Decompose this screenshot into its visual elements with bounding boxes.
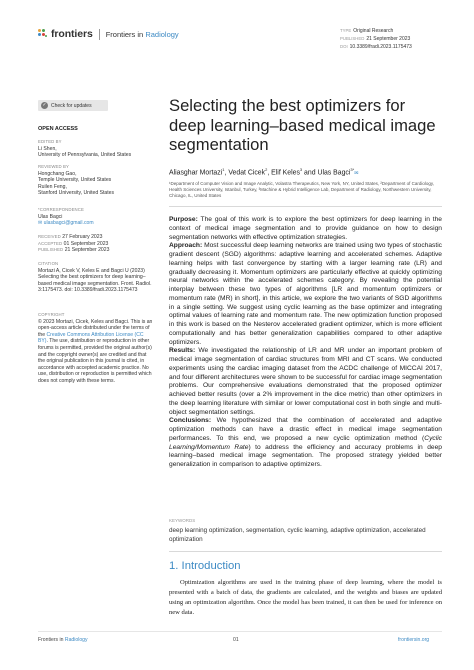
- correspondence-email-link[interactable]: ✉ ulasbagci@gmail.com: [38, 220, 94, 227]
- dates-block: RECEIVED 27 February 2023 ACCEPTED 01 September 2023 PUBLISHED 21 September 2023: [38, 234, 110, 254]
- author-name: Aliasghar Mortazi: [169, 169, 223, 177]
- abstract-approach: Approach: Most successful deep learning networks are trained using two types of stochastic gradient descent (SGD) algorithms: adaptive learning and accelerated schemes. Adaptive learning helps with fast convergence by starting with a larger learning rate (LR) and gradually decreasing it. Momentum optimizers are particularly effective at quickly optimizing neural networks within the accelerated schemes category. By revealing the potential interplay between these two types of algorithms [LR and momentum optimizers or momentum rate (MR) in short], in this article, we explore the two variants of SGD algorithms in a single setting. We suggest using cyclic learning as the base optimizer and integrating optimal values of learning rate and momentum rate. The new optimization function proposed in this work is based on the Nesterov accelerated gradient optimizer, which is more efficient computationally and has better generalization capabilities compared to other adaptive optimizers.: [169, 242, 442, 346]
- citation-text: Mortazi A, Cicek V, Keles E and Bagci U (2023) Selecting the best optimizers for deep learning–based medical image segmentation. Front. Radiol. 3:1175473. doi: 10.3389/fradi.2023.1175473: [38, 267, 152, 294]
- section-heading-introduction: 1. Introduction: [169, 560, 241, 572]
- footer-journal: Frontiers in Radiology: [38, 637, 88, 643]
- citation-block: CITATION Mortazi A, Cicek V, Keles E and Bagci U (2023) Selecting the best optimizers for deep learning–based medical image segmentation. Front. Radiol. 3:1175473. doi: 10.3389/fradi.2023.1175473: [38, 261, 152, 294]
- abstract-purpose: Purpose: The goal of this work is to explore the best optimizers for deep learning in the context of medical image segmentation and to provide guidance on how to design segmentation networks with effective optimization strategies.: [169, 216, 442, 241]
- article-meta: TYPE Original Research PUBLISHED 21 September 2023 DOI 10.3389/fradi.2023.1175473: [340, 28, 412, 50]
- correspondence-block: *CORRESPONDENCE Ulas Bagci ✉ ulasbagci@gmail.com: [38, 207, 153, 227]
- affiliations: ¹Department of Computer Vision and Image Analytic, Volastra Therapeutics, New York, NY, United States, ²Department of Cardiology, Health Sciences University, Istanbul, Turkey, ³Machine & Hybrid Intelligence Lab, Department of Radiology, Northwestern University, Chicago, IL, United States: [169, 181, 435, 198]
- check-updates-icon: ✓: [42, 102, 47, 108]
- author-list: Aliasghar Mortazi$^1$, Vedat Cicek$^2$, Elif Keles$^3$ and Ulas Bagci$^{3*}$✉: [169, 167, 359, 177]
- footer-divider: [38, 631, 442, 632]
- keywords: deep learning optimization, segmentation, cyclic learning, adaptive optimization, accelerated optimization: [169, 527, 426, 543]
- header-divider: [99, 29, 100, 40]
- frontiersin-link[interactable]: frontiersin.org: [398, 637, 430, 643]
- edited-by-block: EDITED BY Li Shen, University of Pennsylvania, United States: [38, 139, 132, 159]
- published-date: 21 September 2023: [366, 36, 411, 42]
- abstract: [169, 216, 442, 470]
- author-name: Vedat Cicek: [228, 169, 266, 177]
- article-title: Selecting the best optimizers for deep learning–based medical image segmentation: [169, 96, 436, 154]
- cc-by-license-link[interactable]: Creative Commons Attribution License (CC BY): [38, 331, 144, 345]
- page-number: 01: [233, 637, 239, 643]
- copyright-block: COPYRIGHT © 2023 Mortazi, Cicek, Keles and Bagci. This is an open-access article distributed under the terms of the Creative Commons Attribution License (CC BY). The use, distribution or reproduction in other forums is permitted, provided the original author(s) and the copyright owner(s) are credited and that the original publication in this journal is cited, in accordance with accepted academic practice. No use, distribution or reproduction is permitted which does not comply with these terms.: [38, 312, 153, 384]
- doi-link[interactable]: 10.3389/fradi.2023.1175473: [349, 44, 412, 50]
- abstract-conclusions: Conclusions: We hypothesized that the combination of accelerated and adaptive optimization methods can have a drastic effect in medical image segmentation performances. To this end, we proposed a new cyclic optimization method (Cyclic Learning/Momentum Rate) to address the efficiency and accuracy problems in deep learning–based medical image segmentation. The proposed strategy yielded better generalization in comparison to adaptive optimizers.: [169, 417, 442, 468]
- divider: [169, 551, 442, 552]
- reviewed-by-block: REVIEWED BY Hongchang Gao, Temple University, United States Ruilen Feng, Stanford University, United States: [38, 164, 115, 197]
- open-access-label: OPEN ACCESS: [38, 126, 78, 132]
- frontiers-logo-icon: [38, 29, 48, 39]
- author-name: Ulas Bagci: [317, 169, 351, 177]
- journal-name[interactable]: Frontiers in Radiology: [105, 29, 179, 39]
- article-type: Original Research: [353, 28, 394, 34]
- check-for-updates-button[interactable]: ✓ Check for updates: [38, 100, 108, 111]
- divider: [169, 206, 442, 207]
- journal-header: [38, 26, 179, 42]
- abstract-results: Results: We investigated the relationship of LR and MR under an important problem of medical image segmentation of cardiac structures from MRI and CT scans. We conducted experiments using the cardiac imaging dataset from the ACDC challenge of MICCAI 2017, and four different architectures were shown to be successful for cardiac image segmentation problems. Our comprehensive evaluations demonstrated that the proposed optimizer achieved better results (over a 2% improvement in the dice metric) than other optimizers in the deep learning literature with similar or lower computational cost in both single and multi-object segmentation settings.: [169, 347, 442, 416]
- author-name: Elif Keles: [271, 169, 300, 177]
- email-icon[interactable]: ✉: [354, 170, 359, 177]
- brand-name: frontiers: [51, 28, 93, 40]
- keywords-label: KEYWORDS: [169, 518, 196, 523]
- introduction-body: Optimization algorithms are used in the training phase of deep learning, where the model is presented with a batch of data, the gradients are calculated, and the weights and biases are updated using an optimization algorithm. Once the model has been trained, it can then be used for inference on new data.: [169, 579, 442, 617]
